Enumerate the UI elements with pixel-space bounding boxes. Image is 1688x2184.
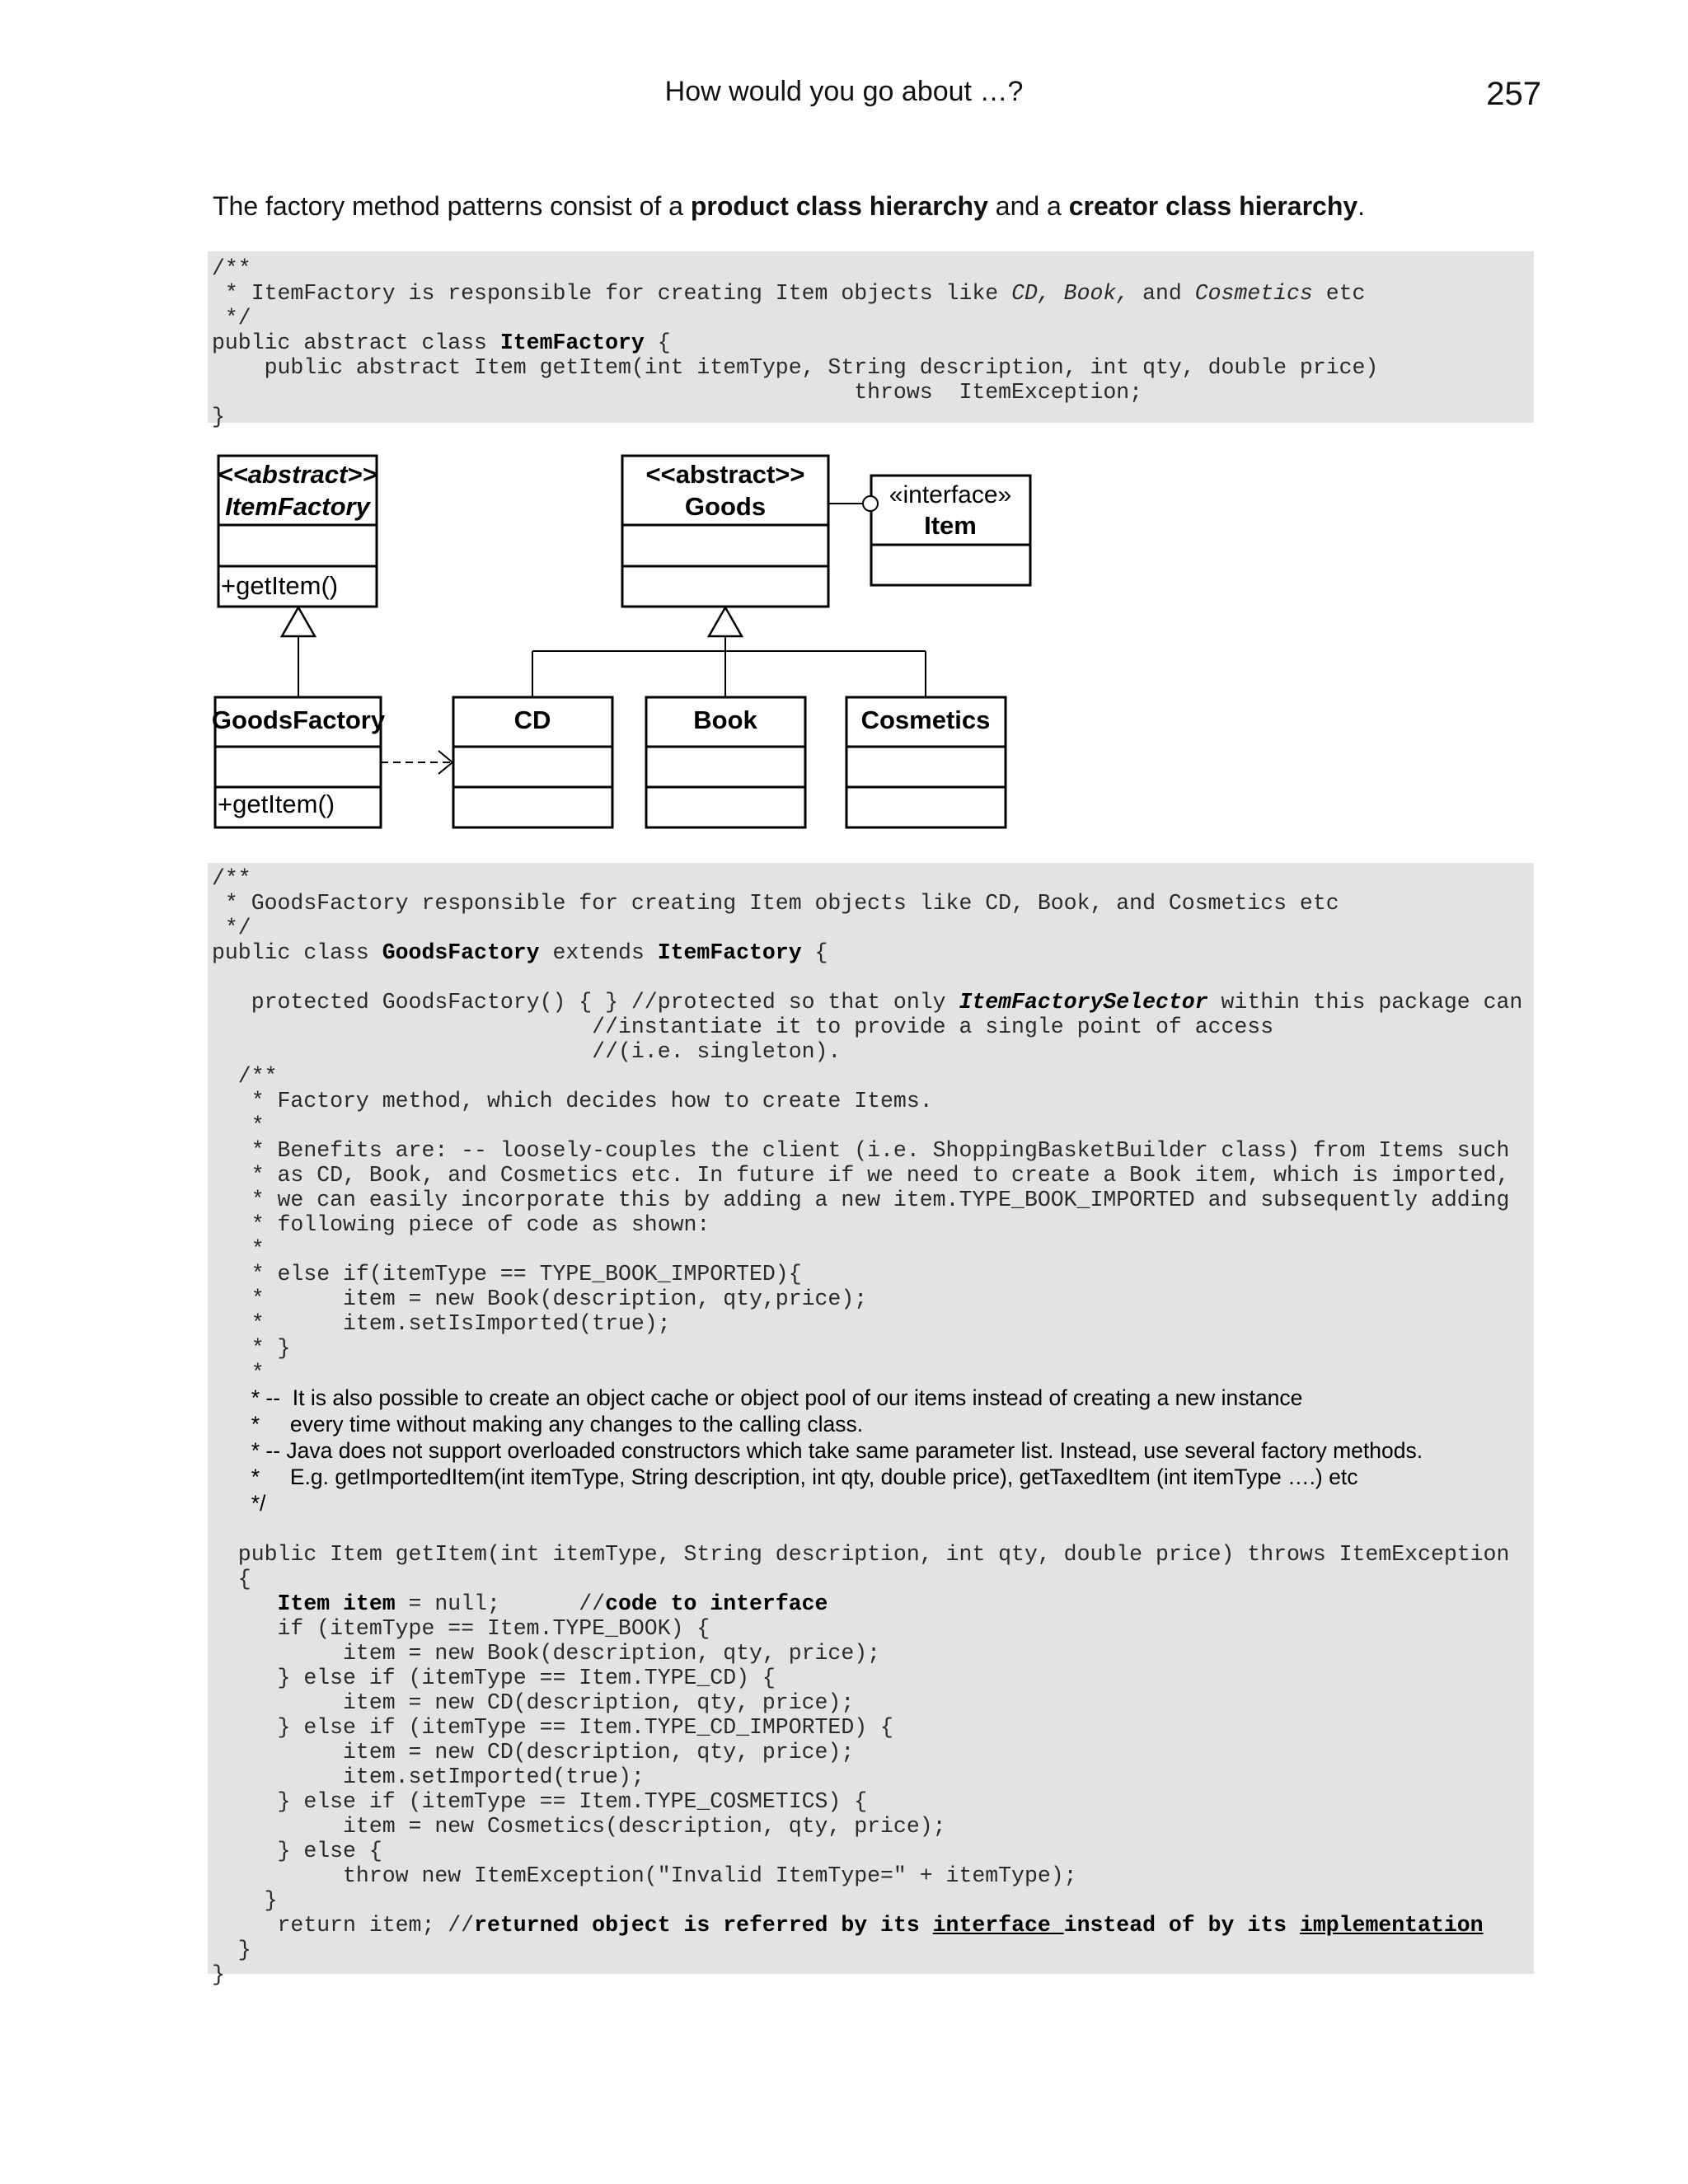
running-header: How would you go about …? — [664, 76, 1024, 107]
code-comment-line: * -- It is also possible to create an object cache or object pool of our items instead of creating a new instance — [251, 1385, 1303, 1410]
code-line: //instantiate it to provide a single point of access — [212, 1015, 1274, 1039]
code-line: * — [212, 1237, 265, 1262]
code-line: * ItemFactory is responsible for creating Item objects like — [212, 281, 1012, 306]
uml-class-itemfactory — [218, 456, 377, 607]
code-line: } else { — [212, 1839, 382, 1863]
intro-bold-2: creator class hierarchy — [1068, 191, 1358, 221]
code-line: } — [212, 1938, 251, 1962]
intro-text-2: and a — [987, 191, 1069, 221]
class-method: +getItem() — [221, 571, 339, 600]
code-comment-line: * E.g. getImportedItem(int itemType, String description, int qty, double price), getTaxedItem (int itemType ….) etc — [251, 1465, 1358, 1489]
code-italic: Cosmetics — [1194, 281, 1313, 306]
code-line: } — [212, 1888, 278, 1913]
code-line: { — [644, 330, 671, 355]
code-line: * GoodsFactory responsible for creating Item objects like CD, Book, and Cosmetics etc — [212, 891, 1339, 916]
code-line: within this package can — [1207, 990, 1523, 1015]
class-name: CD — [513, 705, 551, 734]
code-italic: CD, Book, — [1011, 281, 1130, 306]
class-name: ItemFactory — [225, 492, 370, 521]
code-line: * we can easily incorporate this by adding a new item.TYPE_BOOK_IMPORTED and subsequently adding — [212, 1188, 1510, 1212]
code-block-goods-factory — [208, 863, 1534, 1987]
code-line: } else if (itemType == Item.TYPE_CD_IMPORTED) { — [212, 1715, 893, 1740]
code-line: * as CD, Book, and Cosmetics etc. In future if we need to create a Book item, which is imported, — [212, 1163, 1510, 1188]
code-line: * — [212, 1113, 265, 1138]
code-line: } else if (itemType == Item.TYPE_COSMETICS) { — [212, 1789, 868, 1814]
code-line: { — [212, 1567, 251, 1591]
class-name: Cosmetics — [860, 705, 991, 734]
code-line: throw new ItemException("Invalid ItemType=" + itemType); — [212, 1863, 1077, 1888]
code-line: /** — [212, 1064, 278, 1089]
code-line: * else if(itemType == TYPE_BOOK_IMPORTED){ — [212, 1262, 802, 1286]
interface-lollipop — [863, 496, 878, 511]
code-comment-line: */ — [251, 1491, 266, 1516]
class-stereotype: <<abstract>> — [645, 460, 805, 489]
code-listing — [212, 866, 1534, 1987]
class-name: Item — [924, 511, 977, 540]
code-bold: returned object is referred by its — [474, 1913, 933, 1938]
code-line: throws ItemException; — [212, 380, 1143, 405]
code-line: */ — [212, 306, 251, 330]
code-underline: implementation — [1299, 1913, 1484, 1938]
code-bold: ItemFactory — [499, 330, 645, 355]
uml-class-goods — [622, 456, 828, 607]
code-bold: instead of by its — [1063, 1913, 1300, 1938]
code-bold: Item item — [277, 1591, 396, 1616]
code-line: public abstract Item getItem(int itemType, String description, int qty, double price) — [212, 355, 1379, 380]
code-bold: code to interface — [605, 1591, 828, 1616]
uml-class-cd — [453, 697, 612, 827]
inheritance-arrow — [709, 607, 742, 636]
code-comment-line: * -- Java does not support overloaded constructors which take same parameter list. Instead, use several factory methods. — [251, 1438, 1423, 1463]
uml-interface-item — [871, 476, 1030, 585]
intro-text-1: The factory method patterns consist of a — [213, 191, 691, 221]
class-stereotype: <<abstract>> — [218, 460, 377, 489]
interface-stereotype: «interface» — [889, 481, 1012, 509]
uml-class-diagram — [0, 0, 1688, 857]
code-line: /** — [212, 256, 251, 281]
code-line: * item = new Book(description, qty,price); — [212, 1286, 868, 1311]
intro-bold-1: product class hierarchy — [690, 191, 988, 221]
code-line: { — [801, 940, 828, 965]
uml-class-cosmetics — [846, 697, 1006, 827]
uml-class-book — [646, 697, 805, 827]
code-line: * — [212, 1361, 265, 1385]
class-name: Goods — [684, 492, 767, 521]
class-name: GoodsFactory — [211, 705, 386, 734]
page-number: 257 — [1486, 76, 1541, 112]
code-line: public Item getItem(int itemType, String description, int qty, double price) throws ItemException — [212, 1542, 1510, 1567]
code-comment-line: * every time without making any changes to the calling class. — [251, 1412, 864, 1436]
code-line: = null; // — [395, 1591, 606, 1616]
intro-text-3: . — [1357, 191, 1366, 221]
uml-class-goodsfactory — [212, 697, 386, 827]
code-line: item = new CD(description, qty, price); — [212, 1690, 855, 1715]
code-line: etc — [1312, 281, 1366, 306]
code-line: * following piece of code as shown: — [212, 1212, 710, 1237]
code-line: item = new Book(description, qty, price); — [212, 1641, 881, 1666]
code-line: return item; // — [212, 1913, 475, 1938]
code-underline: interface — [932, 1913, 1064, 1938]
code-line: item = new Cosmetics(description, qty, price); — [212, 1814, 946, 1839]
code-line: item.setImported(true); — [212, 1765, 645, 1789]
code-line: * } — [212, 1336, 291, 1361]
code-line: * Benefits are: -- loosely-couples the client (i.e. ShoppingBasketBuilder class) from Items such — [212, 1138, 1510, 1163]
code-line: /** — [212, 866, 251, 891]
code-bold: ItemFactory — [657, 940, 802, 965]
code-line: public abstract class — [212, 330, 500, 355]
code-line: if (itemType == Item.TYPE_BOOK) { — [212, 1616, 710, 1641]
code-line: item = new CD(description, qty, price); — [212, 1740, 855, 1765]
code-line: //(i.e. singleton). — [212, 1039, 842, 1064]
code-line: * item.setIsImported(true); — [212, 1311, 671, 1336]
code-line — [212, 1591, 278, 1616]
code-line: and — [1129, 281, 1195, 306]
code-bold-italic: ItemFactorySelector — [959, 990, 1208, 1015]
code-bold: GoodsFactory — [382, 940, 540, 965]
class-method: +getItem() — [218, 790, 335, 818]
code-line: } else if (itemType == Item.TYPE_CD) { — [212, 1666, 776, 1690]
code-line: * Factory method, which decides how to create Items. — [212, 1089, 933, 1113]
inheritance-arrow — [282, 607, 315, 636]
code-line: extends — [539, 940, 658, 965]
code-line: protected GoodsFactory() { } //protected so that only — [212, 990, 959, 1015]
class-name: Book — [693, 705, 757, 734]
code-line: } — [212, 405, 225, 429]
code-line: } — [212, 1962, 225, 1987]
code-line: */ — [212, 916, 251, 940]
code-line: public class — [212, 940, 382, 965]
